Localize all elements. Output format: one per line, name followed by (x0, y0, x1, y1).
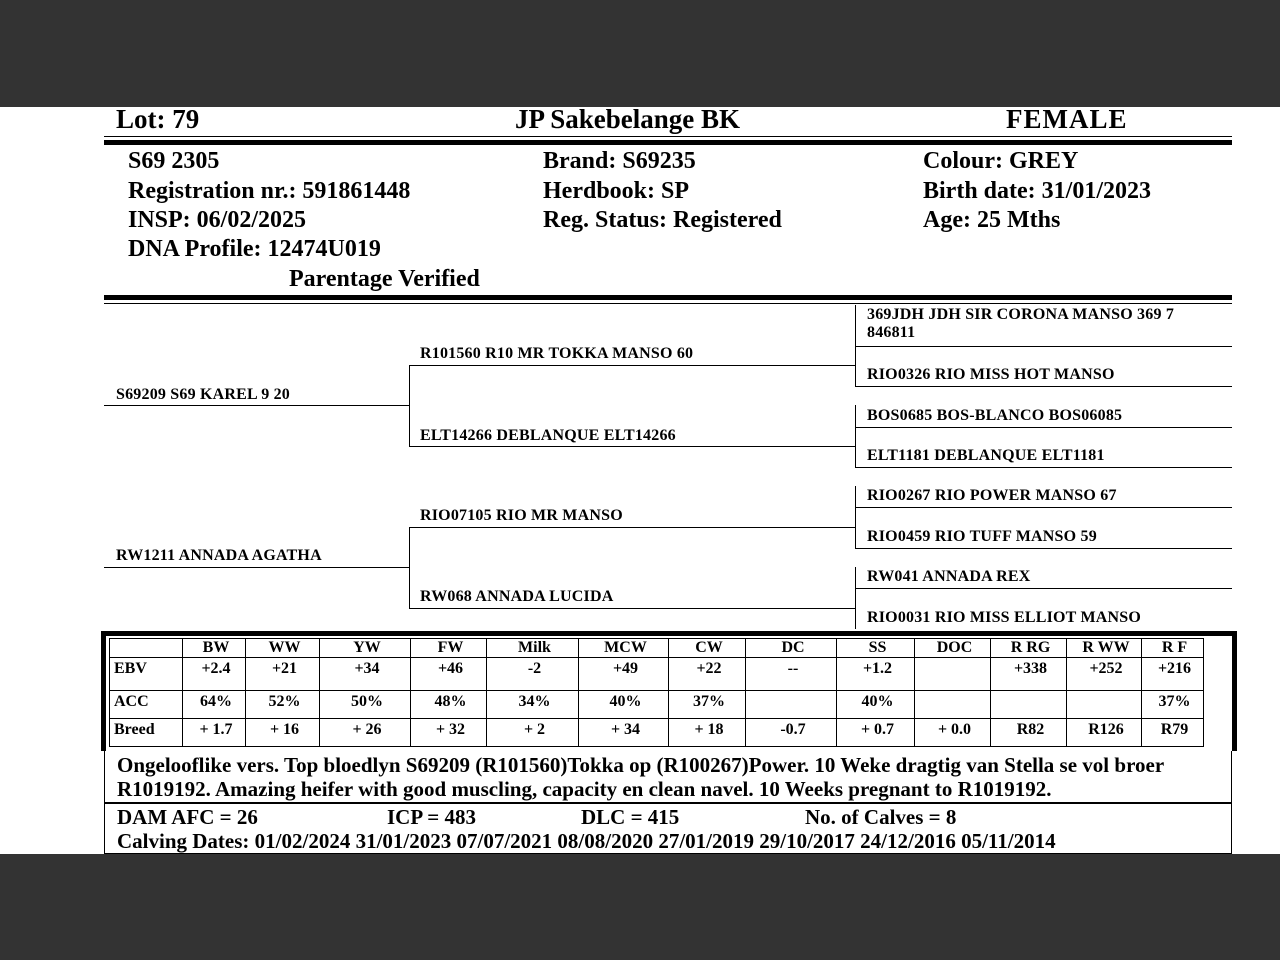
registration-number: Registration nr.: 591861448 (128, 178, 411, 204)
ebv-cell-headers-12: R WW (1067, 639, 1142, 658)
ebv-cell-ebv-1: +2.4 (183, 658, 246, 691)
ebv-cell-ebv-6: +49 (579, 658, 669, 691)
ggp2-line (855, 386, 1232, 387)
dam-dam: RW068 ANNADA LUCIDA (420, 588, 614, 605)
sire-dam-line (409, 446, 855, 447)
ggp6-line (855, 548, 1232, 549)
dna-profile: DNA Profile: 12474U019 (128, 236, 381, 262)
ebv-cell-acc-12 (1067, 691, 1142, 719)
ebv-cell-headers-7: CW (669, 639, 746, 658)
ebv-cell-breed-12: R126 (1067, 719, 1142, 747)
ebv-cell-acc-2: 52% (246, 691, 320, 719)
ggp1-line (855, 346, 1232, 347)
ggp4-line (855, 467, 1232, 468)
dam-dlc: DLC = 415 (581, 805, 680, 829)
ebv-cell-headers-6: MCW (579, 639, 669, 658)
ebv-cell-breed-7: + 18 (669, 719, 746, 747)
ebv-cell-breed-10: + 0.0 (915, 719, 991, 747)
ebv-row-ebv (110, 658, 1204, 691)
ggp3-line (855, 427, 1232, 428)
ebv-cell-ebv-5: -2 (487, 658, 579, 691)
ebv-cell-acc-9: 40% (837, 691, 915, 719)
ebv-cell-breed-1: + 1.7 (183, 719, 246, 747)
ebv-cell-headers-1: BW (183, 639, 246, 658)
ggp5-line (855, 507, 1232, 508)
ebv-cell-headers-10: DOC (915, 639, 991, 658)
birth-date: Birth date: 31/01/2023 (923, 178, 1151, 204)
dam-icp: ICP = 483 (387, 805, 476, 829)
info-rule-thin (104, 303, 1232, 304)
ebv-cell-headers-8: DC (746, 639, 837, 658)
ebv-cell-ebv-0: EBV (110, 658, 183, 691)
colour: Colour: GREY (923, 148, 1079, 174)
ebv-cell-headers-9: SS (837, 639, 915, 658)
ebv-cell-ebv-2: +21 (246, 658, 320, 691)
dam-line (104, 567, 409, 568)
insp-date: INSP: 06/02/2025 (128, 207, 307, 233)
parentage-status: Parentage Verified (289, 266, 480, 292)
great-grandparent-1-line1: 369JDH JDH SIR CORONA MANSO 369 7 (867, 306, 1175, 323)
ebv-cell-ebv-8: -- (746, 658, 837, 691)
ebv-cell-breed-3: + 26 (320, 719, 411, 747)
ebv-row-headers (110, 639, 1204, 658)
ebv-cell-headers-2: WW (246, 639, 320, 658)
comment-line-1: Ongelooflike vers. Top bloedlyn S69209 (R101560)Tokka op (R100267)Power. 10 Weke dragtig van Stella se vol broer (117, 753, 1165, 777)
lot-comment (104, 751, 1232, 803)
dam-sire-line (409, 527, 855, 528)
ebv-cell-acc-11 (991, 691, 1067, 719)
herdbook: Herdbook: SP (543, 178, 690, 204)
ggp-bracket-4 (855, 567, 856, 629)
ebv-cell-breed-5: + 2 (487, 719, 579, 747)
dam-afc: DAM AFC = 26 (117, 805, 258, 829)
ggp-bracket-2 (855, 405, 856, 467)
ebv-cell-acc-4: 48% (411, 691, 487, 719)
brand: Brand: S69235 (543, 148, 696, 174)
ebv-cell-ebv-7: +22 (669, 658, 746, 691)
ebv-cell-ebv-3: +34 (320, 658, 411, 691)
seller-name: JP Sakebelange BK (515, 104, 741, 134)
ebv-cell-acc-10 (915, 691, 991, 719)
great-grandparent-8: RIO0031 RIO MISS ELLIOT MANSO (867, 609, 1142, 626)
ebv-cell-acc-7: 37% (669, 691, 746, 719)
great-grandparent-4: ELT1181 DEBLANQUE ELT1181 (867, 447, 1105, 464)
lot-number: Lot: 79 (116, 104, 200, 134)
great-grandparent-1 (867, 306, 1174, 342)
sire-line (104, 405, 409, 406)
ebv-cell-acc-6: 40% (579, 691, 669, 719)
ebv-cell-breed-0: Breed (110, 719, 183, 747)
ebv-cell-headers-4: FW (411, 639, 487, 658)
great-grandparent-1-line2: 846811 (867, 324, 916, 341)
ebv-cell-breed-13: R79 (1142, 719, 1204, 747)
sire: S69209 S69 KAREL 9 20 (116, 386, 291, 403)
info-rule-thick (104, 295, 1232, 300)
ebv-cell-acc-8 (746, 691, 837, 719)
ebv-cell-ebv-12: +252 (1067, 658, 1142, 691)
ebv-table (101, 631, 1237, 751)
ebv-row-breed (110, 719, 1204, 747)
ebv-cell-ebv-13: +216 (1142, 658, 1204, 691)
calving-dates: Calving Dates: 01/02/2024 31/01/2023 07/07/2021 08/08/2020 27/01/2019 29/10/2017 24/12/2016 05/11/2014 (117, 829, 1056, 853)
ggp-bracket-3 (855, 486, 856, 548)
sire-sire: R101560 R10 MR TOKKA MANSO 60 (420, 345, 694, 362)
dam-dam-line (409, 608, 855, 609)
ebv-cell-breed-6: + 34 (579, 719, 669, 747)
dam-bracket (409, 527, 410, 608)
ebv-cell-breed-4: + 32 (411, 719, 487, 747)
ebv-cell-ebv-4: +46 (411, 658, 487, 691)
registration-status: Reg. Status: Registered (543, 207, 782, 233)
ebv-cell-headers-11: R RG (991, 639, 1067, 658)
ebv-cell-breed-9: + 0.7 (837, 719, 915, 747)
ebv-cell-ebv-9: +1.2 (837, 658, 915, 691)
ebv-cell-headers-3: YW (320, 639, 411, 658)
sire-bracket (409, 365, 410, 446)
ebv-cell-breed-8: -0.7 (746, 719, 837, 747)
sex-label: FEMALE (1006, 104, 1128, 134)
ebv-cell-ebv-10 (915, 658, 991, 691)
great-grandparent-7: RW041 ANNADA REX (867, 568, 1031, 585)
comment-line-2: R1019192. Amazing heifer with good muscling, capacity en clean navel. 10 Weeks pregnant to R1019192. (117, 777, 1052, 801)
great-grandparent-6: RIO0459 RIO TUFF MANSO 59 (867, 528, 1097, 545)
great-grandparent-2: RIO0326 RIO MISS HOT MANSO (867, 366, 1115, 383)
header-rule-thick (104, 140, 1232, 145)
great-grandparent-5: RIO0267 RIO POWER MANSO 67 (867, 487, 1117, 504)
sire-sire-line (409, 365, 855, 366)
ebv-cell-headers-13: R F (1142, 639, 1204, 658)
ggp7-line (855, 588, 1232, 589)
sire-dam: ELT14266 DEBLANQUE ELT14266 (420, 427, 676, 444)
ebv-cell-ebv-11: +338 (991, 658, 1067, 691)
ebv-cell-headers-0 (110, 639, 183, 658)
ebv-cell-acc-1: 64% (183, 691, 246, 719)
ebv-cell-acc-5: 34% (487, 691, 579, 719)
great-grandparent-3: BOS0685 BOS-BLANCO BOS06085 (867, 407, 1123, 424)
catalogue-sheet (0, 104, 1280, 854)
ebv-cell-acc-13: 37% (1142, 691, 1204, 719)
ebv-cell-breed-11: R82 (991, 719, 1067, 747)
ebv-cell-acc-0: ACC (110, 691, 183, 719)
dam: RW1211 ANNADA AGATHA (116, 547, 322, 564)
animal-id: S69 2305 (128, 148, 220, 174)
header-rule-thin (104, 136, 1232, 137)
dam-performance (104, 803, 1232, 854)
ebv-cell-headers-5: Milk (487, 639, 579, 658)
ebv-cell-acc-3: 50% (320, 691, 411, 719)
ebv-grid (109, 638, 1204, 747)
ebv-row-acc (110, 691, 1204, 719)
age: Age: 25 Mths (923, 207, 1061, 233)
dam-calf-count: No. of Calves = 8 (805, 805, 957, 829)
ebv-cell-breed-2: + 16 (246, 719, 320, 747)
dam-sire: RIO07105 RIO MR MANSO (420, 507, 623, 524)
